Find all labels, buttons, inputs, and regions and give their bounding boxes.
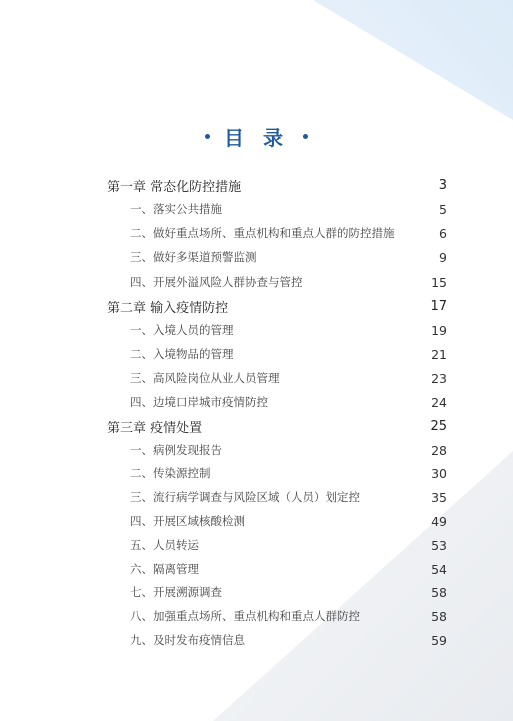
toc-section-row[interactable] [0,487,513,507]
toc-page-number: 25 [430,418,447,434]
toc-entry-label: 一、病例发现报告 [130,443,222,457]
toc-entry-label: 第二章 输入疫情防控 [107,300,229,316]
toc-page-number: 9 [439,249,447,265]
toc-entry-label: 四、开展区域核酸检测 [130,514,245,528]
toc-page-number: 23 [431,370,447,386]
toc-entry-label: 五、人员转运 [130,538,199,552]
toc-page-number: 15 [431,274,447,290]
toc-section-row[interactable] [0,535,513,555]
toc-page-number: 59 [431,632,447,648]
toc-page-number: 6 [439,225,447,241]
toc-entry-label: 一、入境人员的管理 [130,323,234,337]
toc-section-row[interactable] [0,392,513,412]
toc-entry-label: 第一章 常态化防控措施 [107,179,242,195]
toc-section-row[interactable] [0,463,513,483]
toc-entry-label: 八、加强重点场所、重点机构和重点人群防控 [130,609,360,623]
page-title-wrapper [0,121,513,151]
toc-entry-label: 四、边境口岸城市疫情防控 [130,395,268,409]
toc-page-number: 3 [438,177,447,193]
toc-section-row[interactable] [0,582,513,602]
title-dot-left [205,134,210,139]
toc-section-row[interactable] [0,247,513,267]
toc-page-number: 5 [439,201,447,217]
toc-entry-label: 二、入境物品的管理 [130,347,234,361]
toc-page-number: 53 [431,537,447,553]
toc-section-row[interactable] [0,272,513,292]
toc-page-number: 35 [431,489,447,505]
toc-page-number: 17 [430,298,447,314]
page-title: 目 录 [224,125,289,150]
toc-entry-label: 六、隔离管理 [130,562,199,576]
toc-page-number: 58 [431,608,447,624]
toc-chapter-row[interactable] [0,296,513,316]
toc-entry-label: 一、落实公共措施 [130,202,222,216]
toc-entry-label: 三、做好多渠道预警监测 [130,250,257,264]
toc-page-number: 19 [431,322,447,338]
toc-page-number: 21 [431,346,447,362]
toc-section-row[interactable] [0,440,513,460]
toc-section-row[interactable] [0,199,513,219]
toc-section-row[interactable] [0,344,513,364]
toc-entry-label: 四、开展外溢风险人群协查与管控 [130,275,303,289]
title-dot-right [303,134,308,139]
decorative-corner-top [313,0,513,120]
toc-entry-label: 二、传染源控制 [130,466,211,480]
toc-section-row[interactable] [0,606,513,626]
toc-page-number: 58 [431,584,447,600]
toc-page-number: 54 [431,561,447,577]
toc-entry-label: 九、及时发布疫情信息 [130,633,245,647]
toc-entry-label: 二、做好重点场所、重点机构和重点人群的防控措施 [130,226,395,240]
toc-chapter-row[interactable] [0,175,513,195]
toc-section-row[interactable] [0,559,513,579]
toc-page-number: 28 [431,442,447,458]
toc-section-row[interactable] [0,630,513,650]
toc-chapter-row[interactable] [0,416,513,436]
toc-section-row[interactable] [0,223,513,243]
toc-section-row[interactable] [0,368,513,388]
toc-section-row[interactable] [0,320,513,340]
toc-entry-label: 七、开展溯源调查 [130,585,222,599]
toc-page-number: 49 [431,513,447,529]
toc-page-number: 24 [431,394,447,410]
toc-page-number: 30 [431,465,447,481]
toc-section-row[interactable] [0,511,513,531]
toc-entry-label: 第三章 疫情处置 [107,420,203,436]
toc-entry-label: 三、流行病学调查与风险区域（人员）划定控 [130,490,360,504]
toc-entry-label: 三、高风险岗位从业人员管理 [130,371,280,385]
